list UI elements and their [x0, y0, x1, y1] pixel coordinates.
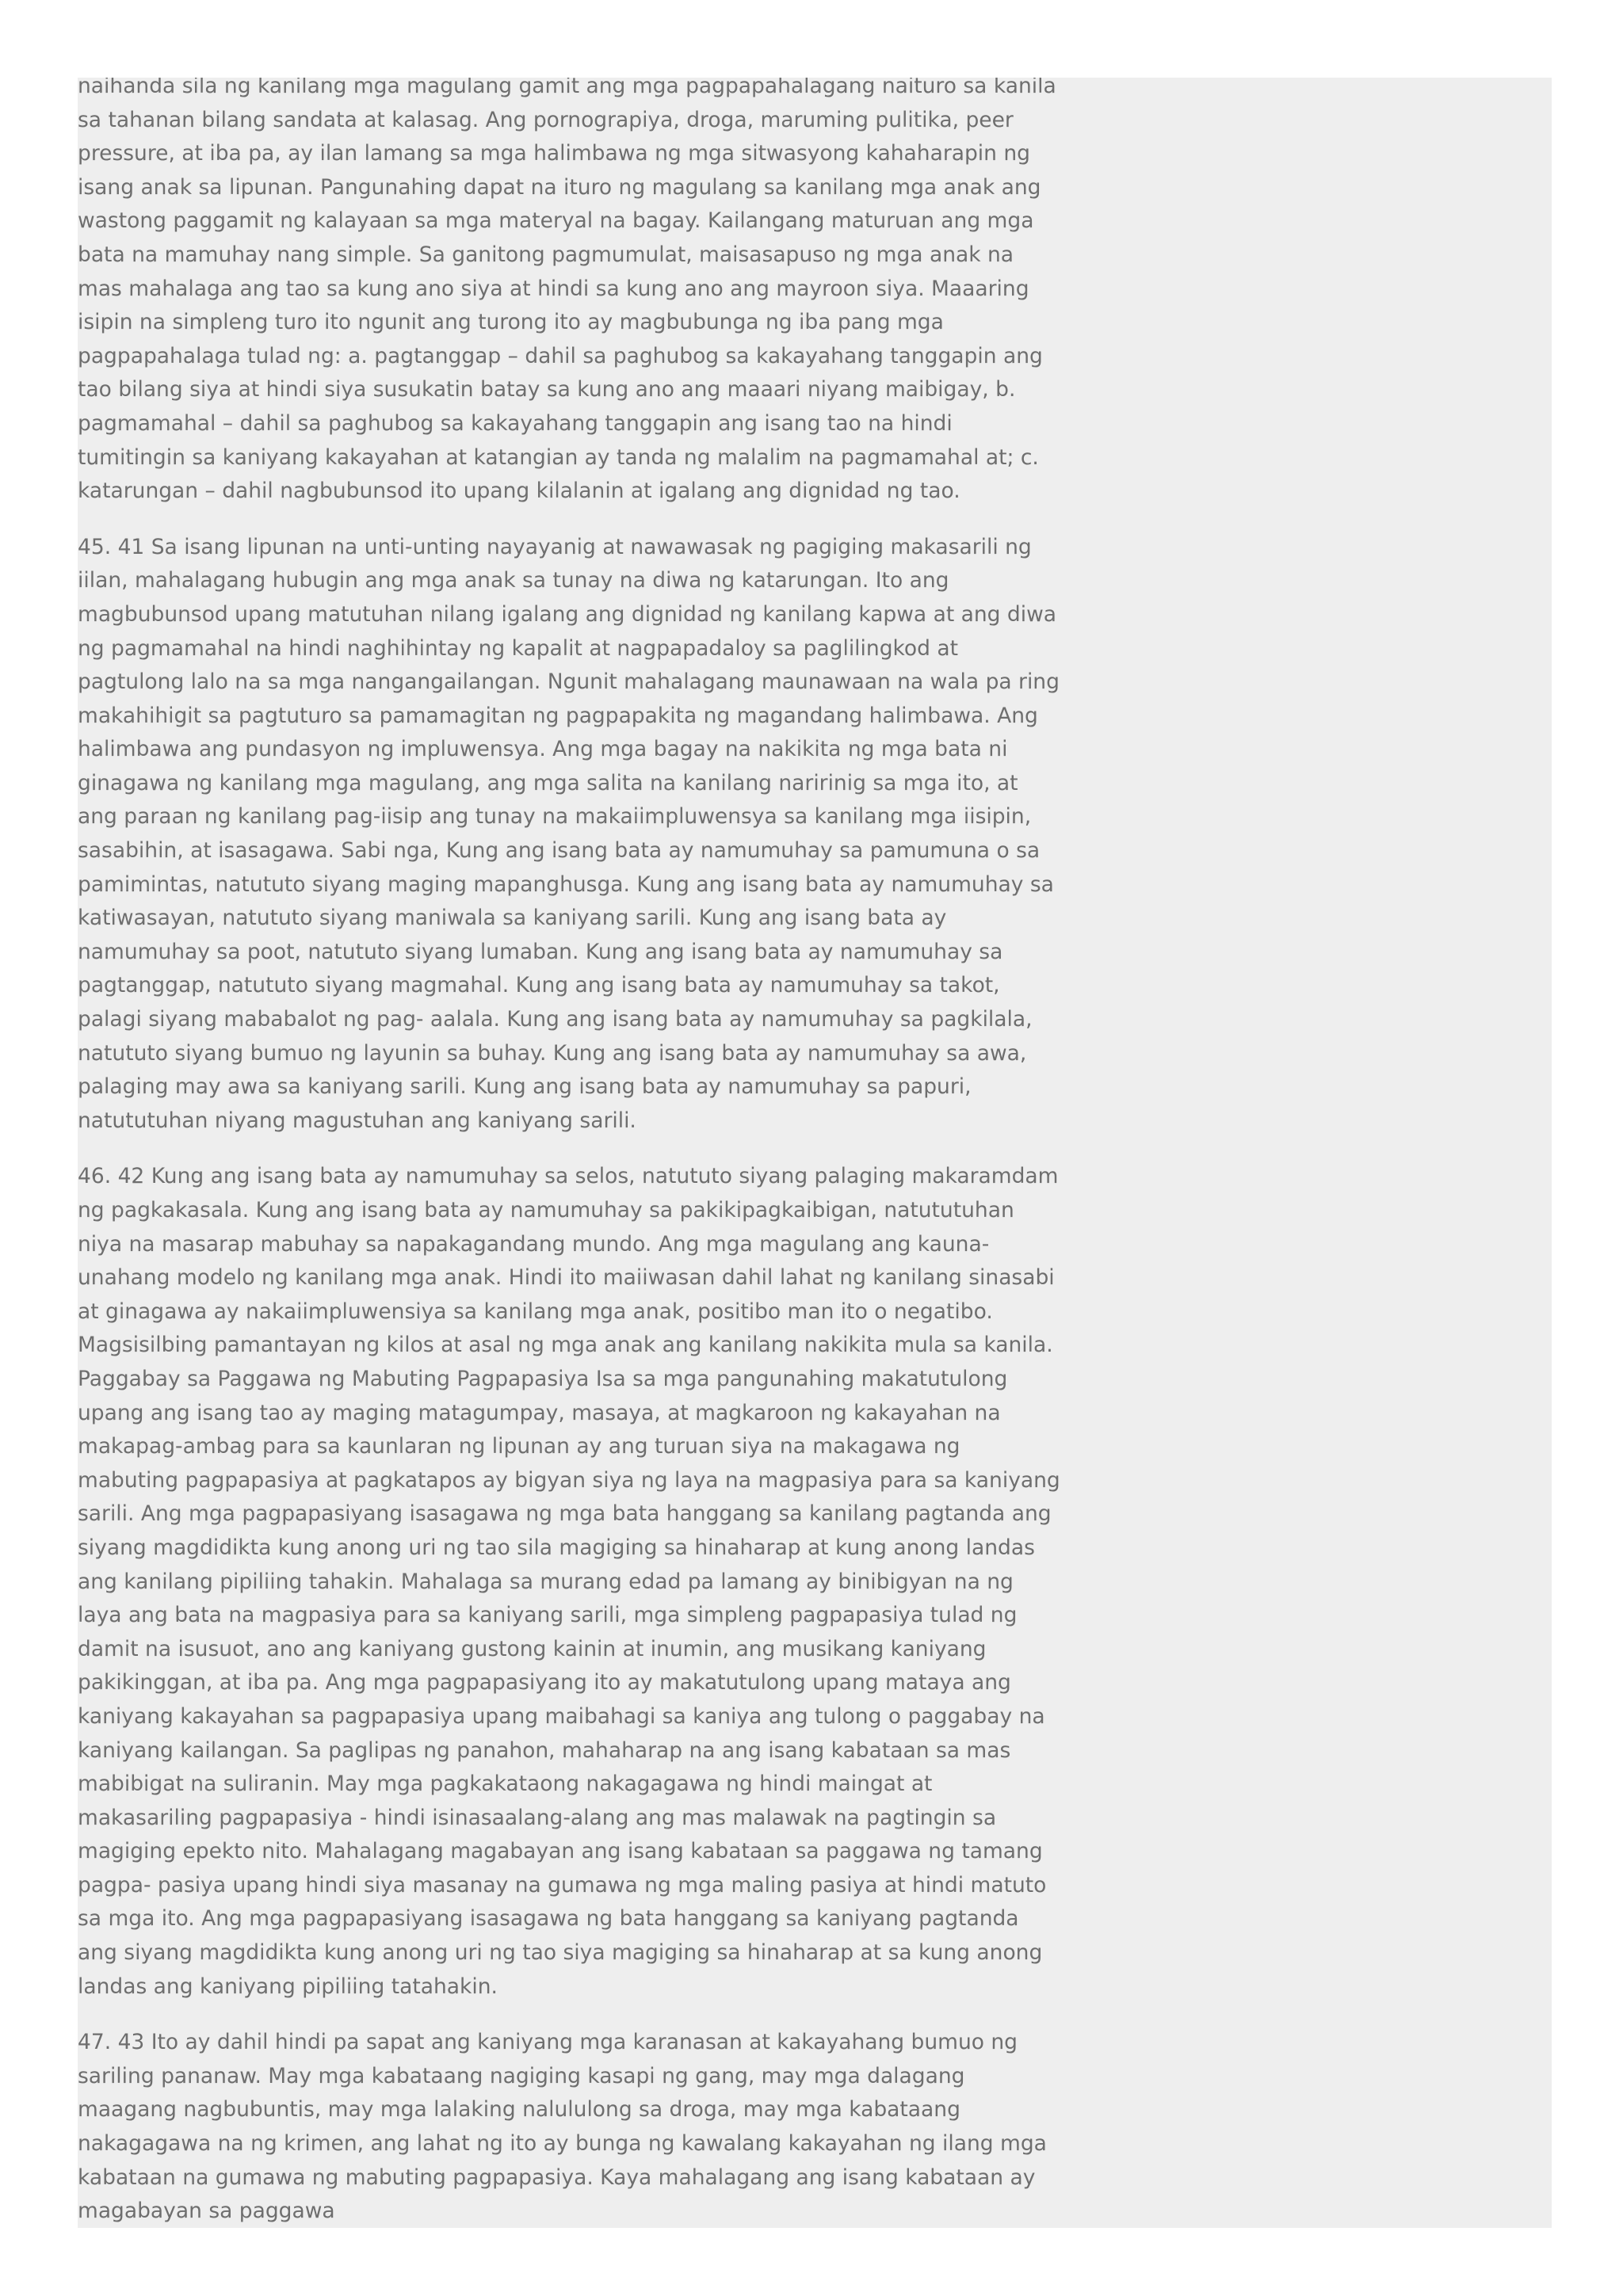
- paragraph-continuation: naihanda sila ng kanilang mga magulang gamit ang mga pagpapahalagang naituro sa kanila sa tahanan bilang sandata at kalasag. Ang pornograpiya, droga, maruming pulitika, peer pressure, at iba pa, ay ilan lamang sa mga halimbawa ng mga sitwasyong kahaharapin ng isang anak sa lipunan. Pangunahing dapat na ituro ng magulang sa kanilang mga anak ang wastong paggamit ng kalayaan sa mga materyal na bagay. Kailangang maturuan ang mga bata na mamuhay nang simple. Sa ganitong pagmumulat, maisasapuso ng mga anak na mas mahalaga ang tao sa kung ano siya at hindi sa kung ano ang mayroon siya. Maaaring isipin na simpleng turo ito ngunit ang turong ito ay magbubunga ng iba pang mga pagpapahalaga tulad ng: a. pagtanggap – dahil sa paghubog sa kakayahang tanggapin ang tao bilang siya at hindi siya susukatin batay sa kung ano ang maaari niyang maibigay, b. pagmamahal – dahil sa paghubog sa kakayahang tanggapin ang isang tao na hindi tumitingin sa kaniyang kakayahan at katangian ay tanda ng malalim na pagmamahal at; c. katarungan – dahil nagbubunsod ito upang kilalanin at igalang ang dignidad ng tao.: [78, 78, 1056, 504]
- paragraph-45: 45. 41 Sa isang lipunan na unti-unting nayayanig at nawawasak ng pagiging makasarili ng iilan, mahalagang hubugin ang mga anak sa tunay na diwa ng katarungan. Ito ang magbubunsod upang matutuhan nilang igalang ang dignidad ng kanilang kapwa at ang diwa ng pagmamahal na hindi naghihintay ng kapalit at nagpapadaloy sa paglilingkod at pagtulong lalo na sa mga nangangailangan. Ngunit mahalagang maunawaan na wala pa ring makahihigit sa pagtuturo sa pamamagitan ng pagpapakita ng magandang halimbawa. Ang halimbawa ang pundasyon ng impluwensya. Ang mga bagay na nakikita ng mga bata ni ginagawa ng kanilang mga magulang, ang mga salita na kanilang naririnig sa mga ito, at ang paraan ng kanilang pag-iisip ang tunay na makaiimpluwensya sa kanilang mga iisipin, sasabihin, at isasagawa. Sabi nga, Kung ang isang bata ay namumuhay sa pamumuna o sa pamimintas, natututo siyang maging mapanghusga. Kung ang isang bata ay namumuhay sa katiwasayan, natututo siyang maniwala sa kaniyang sarili. Kung ang isang bata ay namumuhay sa poot, natututo siyang lumaban. Kung ang isang bata ay namumuhay sa pagtanggap, natututo siyang magmahal. Kung ang isang bata ay namumuhay sa takot, palagi siyang mababalot ng pag- aalala. Kung ang isang bata ay namumuhay sa pagkilala, natututo siyang bumuo ng layunin sa buhay. Kung ang isang bata ay namumuhay sa awa, palaging may awa sa kaniyang sarili. Kung ang isang bata ay namumuhay sa papuri, natututuhan niyang magustuhan ang kaniyang sarili.: [78, 534, 1060, 1133]
- paragraph-46: 46. 42 Kung ang isang bata ay namumuhay sa selos, natututo siyang palaging makaramdam ng pagkakasala. Kung ang isang bata ay namumuhay sa pakikipagkaibigan, natututuhan niya na masarap mabuhay sa napakagandang mundo. Ang mga magulang ang kauna-unahang modelo ng kanilang mga anak. Hindi ito maiiwasan dahil lahat ng kanilang sinasabi at ginagawa ay nakaiimpluwensiya sa kanilang mga anak, positibo man ito o negatibo. Magsisilbing pamantayan ng kilos at asal ng mga anak ang kanilang nakikita mula sa kanila. Paggabay sa Paggawa ng Mabuting Pagpapasiya Isa sa mga pangunahing makatutulong upang ang isang tao ay maging matagumpay, masaya, at magkaroon ng kakayahan na makapag-ambag para sa kaunlaran ng lipunan ay ang turuan siya na makagawa ng mabuting pagpapasiya at pagkatapos ay bigyan siya ng laya na magpasiya para sa kaniyang sarili. Ang mga pagpapasiyang isasagawa ng mga bata hanggang sa kanilang pagtanda ang siyang magdidikta kung anong uri ng tao sila magiging sa hinaharap at kung anong landas ang kanilang pipiliing tahakin. Mahalaga sa murang edad pa lamang ay binibigyan na ng laya ang bata na magpasiya para sa kaniyang sarili, mga simpleng pagpapasiya tulad ng damit na isusuot, ano ang kaniyang gustong kainin at inumin, ang musikang kaniyang pakikinggan, at iba pa. Ang mga pagpapasiyang ito ay makatutulong upang mataya ang kaniyang kakayahan sa pagpapasiya upang maibahagi sa kaniya ang tulong o paggabay na kaniyang kailangan. Sa paglipas ng panahon, mahaharap na ang isang kabataan sa mas mabibigat na suliranin. May mga pagkakataong nakagagawa ng hindi maingat at makasariling pagpapasiya - hindi isinasaalang-alang ang mas malawak na pagtingin sa magiging epekto nito. Mahalagang magabayan ang isang kabataan sa paggawa ng tamang pagpa- pasiya upang hindi siya masanay na gumawa ng mga maling pasiya at hindi matuto sa mga ito. Ang mga pagpapasiyang isasagawa ng bata hanggang sa kaniyang pagtanda ang siyang magdidikta kung anong uri ng tao siya magiging sa hinaharap at sa kung anong landas ang kaniyang pipiliing tatahakin.: [78, 1164, 1060, 1999]
- paragraph-47: 47. 43 Ito ay dahil hindi pa sapat ang kaniyang mga karanasan at kakayahang bumuo ng sariling pananaw. May mga kabataang nagiging kasapi ng gang, may mga dalagang maagang nagbubuntis, may mga lalaking nalululong sa droga, may mga kabataang nakagagawa na ng krimen, ang lahat ng ito ay bunga ng kawalang kakayahan ng ilang mga kabataan na gumawa ng mabuting pagpapasiya. Kaya mahalagang ang isang kabataan ay magabayan sa paggawa: [78, 2030, 1047, 2224]
- document-page: [78, 78, 1552, 2228]
- document-body: [78, 78, 1060, 2228]
